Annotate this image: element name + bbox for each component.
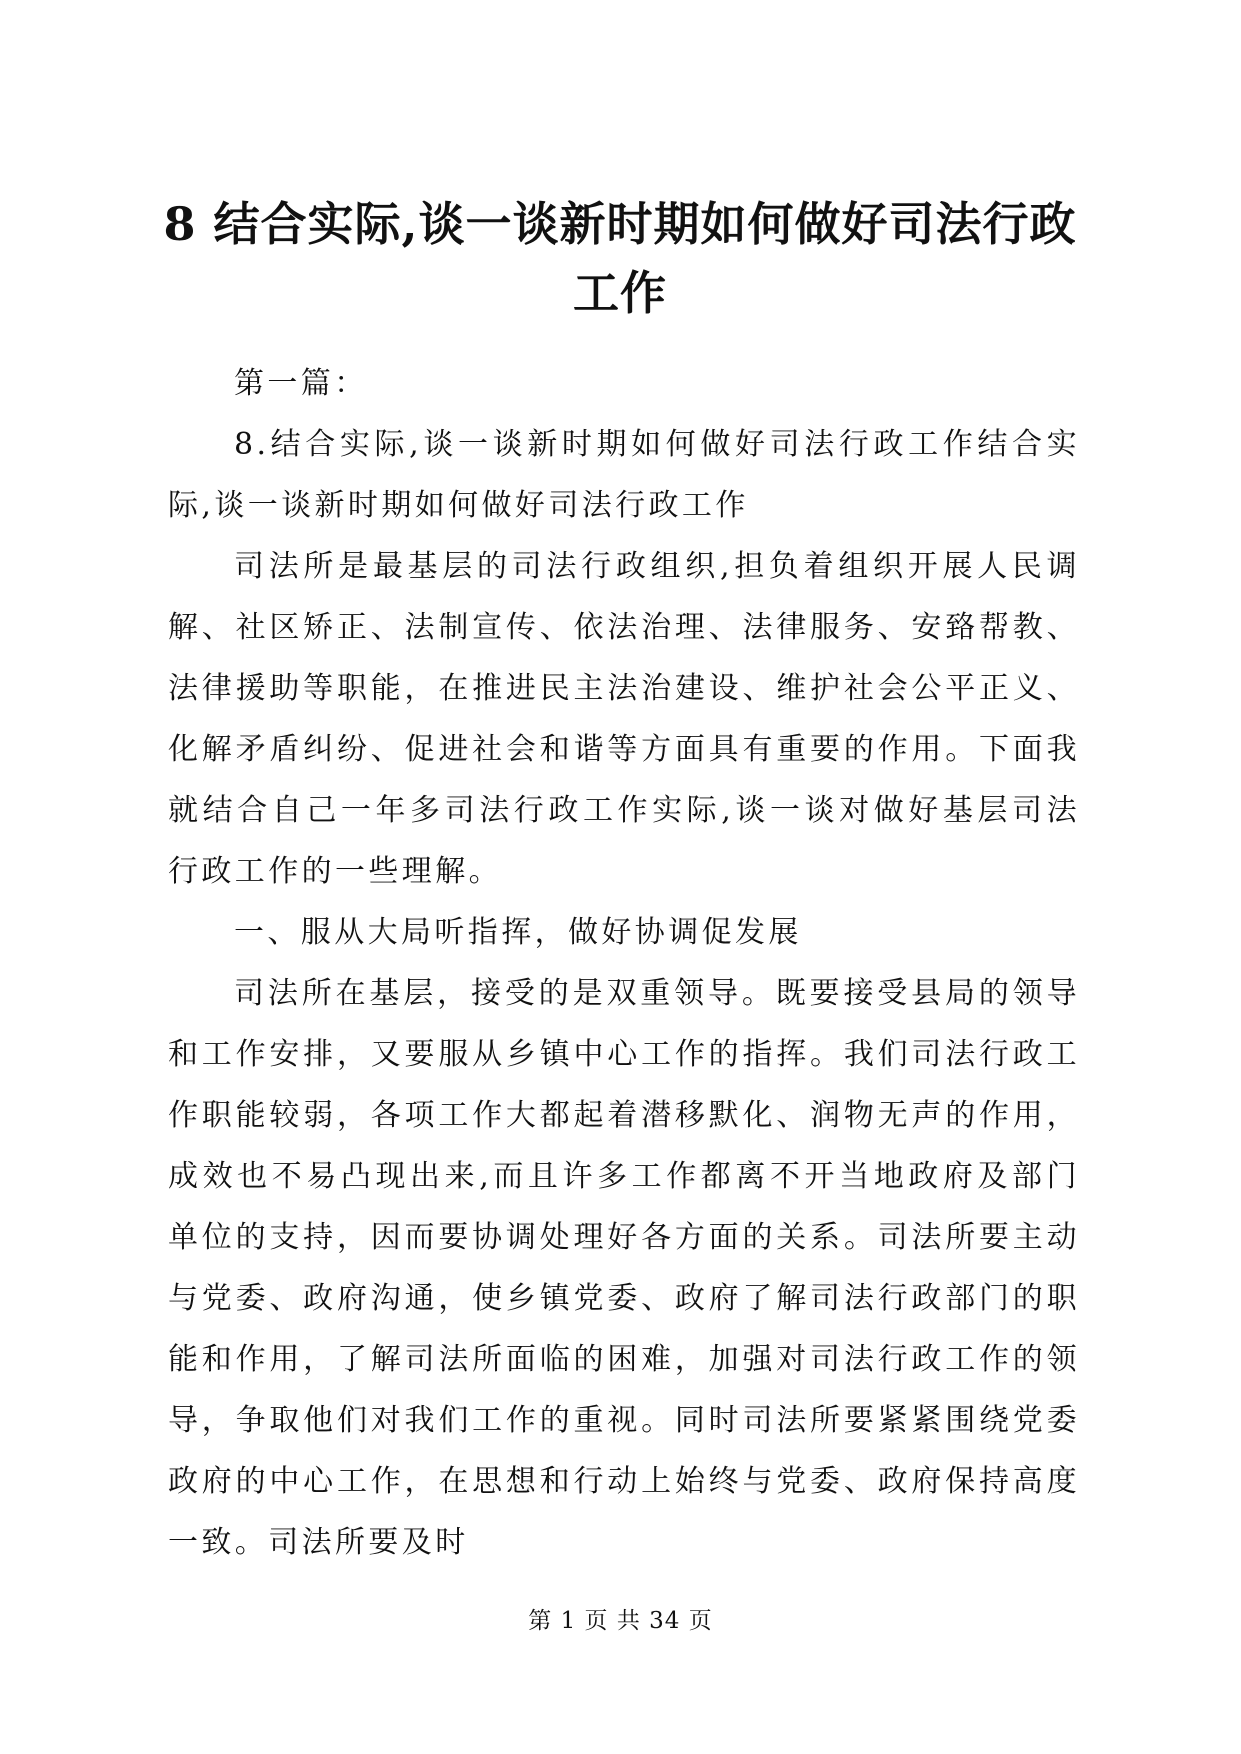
section-heading-1: 一、服从大局听指挥，做好协调促发展	[234, 915, 802, 950]
document-title	[140, 190, 1100, 328]
page-footer: 第 1 页 共 34 页	[528, 1608, 713, 1634]
title-line-1: 8 结合实际,谈一谈新时期如何做好司法行政	[163, 197, 1077, 251]
paragraph-subtitle: 8.结合实际,谈一谈新时期如何做好司法行政工作结合实际,谈一谈新时期如何做好司法行政工作	[168, 427, 1080, 523]
section-label: 第一篇：	[234, 366, 368, 401]
title-line-2: 工作	[573, 266, 667, 320]
paragraph-section-1: 司法所在基层，接受的是双重领导。既要接受县局的领导和工作安排，又要服从乡镇中心工作的指挥。我们司法行政工作职能较弱，各项工作大都起着潜移默化、润物无声的作用，成效也不易凸现出来,而且许多工作都离不开当地政府及部门单位的支持，因而要协调处理好各方面的关系。司法所要主动与党委、政府沟通，使乡镇党委、政府了解司法行政部门的职能和作用，了解司法所面临的困难，加强对司法行政工作的领导，争取他们对我们工作的重视。同时司法所要紧紧围绕党委政府的中心工作，在思想和行动上始终与党委、政府保持高度一致。司法所要及时	[168, 976, 1080, 1560]
paragraph-intro: 司法所是最基层的司法行政组织,担负着组织开展人民调解、社区矫正、法制宣传、依法治理、法律服务、安臵帮教、法律援助等职能，在推进民主法治建设、维护社会公平正义、化解矛盾纠纷、促进社会和谐等方面具有重要的作用。下面我就结合自己一年多司法行政工作实际,谈一谈对做好基层司法行政工作的一些理解。	[168, 549, 1080, 889]
document-body	[168, 353, 1080, 1573]
